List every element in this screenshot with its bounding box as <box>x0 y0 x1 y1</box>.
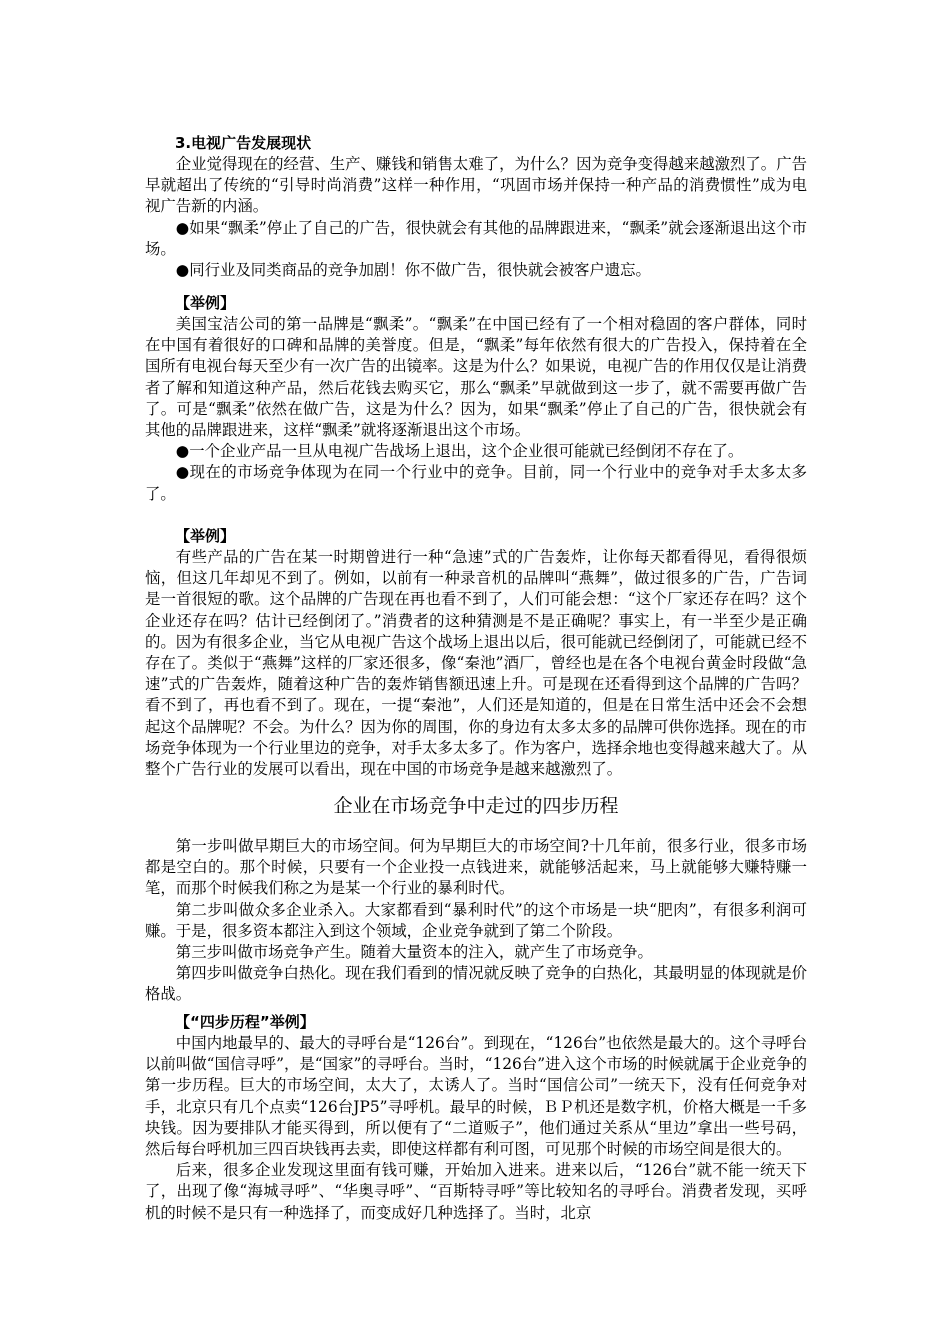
section-example-yanwu <box>145 526 807 780</box>
section-tv-ad-status <box>145 133 807 281</box>
section-heading: 【“四步历程”举例】 <box>175 1013 315 1031</box>
paragraph: 第一步叫做早期巨大的市场空间。何为早期巨大的市场空间?十几年前，很多行业，很多市场都是空白的。那个时候，只要有一个企业投一点钱进来，就能够活起来，马上就能够大赚特赚一笔，而那个时候我们称之为是某一个行业的暴利时代。 <box>145 837 807 898</box>
section-heading: 3.电视广告发展现状 <box>175 134 312 152</box>
bullet-paragraph: ●一个企业产品一旦从电视广告战场上退出，这个企业很可能就已经倒闭不存在了。 <box>175 442 744 461</box>
paragraph: 第三步叫做市场竞争产生。随着大量资本的注入，就产生了市场竞争。 <box>175 943 653 962</box>
paragraph: 企业觉得现在的经营、生产、赚钱和销售太难了，为什么？因为竞争变得越来越激烈了。广告早就超出了传统的“引导时尚消费”这样一种作用，“巩固市场并保持一种产品的消费惯性”成为电视广告新的内涵。 <box>145 155 807 216</box>
bullet-paragraph: ●同行业及同类商品的竞争加剧！你不做广告，很快就会被客户遗忘。 <box>175 261 651 280</box>
paragraph: 第二步叫做众多企业杀入。大家都看到“暴利时代”的这个市场是一块“肥肉”，有很多利润可赚。于是，很多资本都注入到这个领域，企业竞争就到了第二个阶段。 <box>145 900 807 940</box>
paragraph: 中国内地最早的、最大的寻呼台是“126台”。到现在，“126台”也依然是最大的。这个寻呼台以前叫做“国信寻呼”，是“国家”的寻呼台。当时，“126台”进入这个市场的时候就属于企业竞争的第一步历程。巨大的市场空间，太大了，太诱人了。当时“国信公司”一统天下，没有任何竞争对手，北京只有几个点卖“126台JP5”寻呼机。最早的时候，ＢＰ机还是数字机，价格大概是一千多块钱。因为要排队才能买得到，所以便有了“二道贩子”，他们通过关系从“里边”拿出一些号码，然后每台呼机加三四百块钱再去卖，即使这样都有利可图，可见那个时候的市场空间是很大的。 <box>145 1034 807 1159</box>
paragraph: 有些产品的广告在某一时期曾进行一种“急速”式的广告轰炸，让你每天都看得见，看得很烦恼，但这几年却见不到了。例如，以前有一种录音机的品牌叫“燕舞”，做过很多的广告，广告词是一首很短的歌。这个品牌的广告现在再也看不到了，人们可能会想：“这个厂家还存在吗？这个企业还存在吗？估计已经倒闭了。”消费者的这种猜测是不是正确呢？事实上，有一半至少是正确的。因为有很多企业，当它从电视广告这个战场上退出以后，很可能就已经倒闭了，可能就已经不存在了。类似于“燕舞”这样的厂家还很多，像“秦池”酒厂，曾经也是在各个电视台黄金时段做“急速”式的广告轰炸，随着这种广告的轰炸销售额迅速上升。可是现在还看得到这个品牌的广告吗？看不到了，再也看不到了。现在，一提“秦池”，人们还是知道的，但是在日常生活中还会不会想起这个品牌呢？不会。为什么？因为你的周围，你的身边有太多太多的品牌可供你选择。现在的市场竞争体现为一个行业里边的竞争，对手太多太多了。作为客户，选择余地也变得越来越大了。从整个广告行业的发展可以看出，现在中国的市场竞争是越来越激烈了。 <box>145 548 807 779</box>
paragraph: 美国宝洁公司的第一品牌是“飘柔”。“飘柔”在中国已经有了一个相对稳固的客户群体，同时在中国有着很好的口碑和品牌的美誉度。但是，“飘柔”每年依然有很大的广告投入，保持着在全国所有电视台每天至少有一次广告的出镜率。这是为什么？如果说，电视广告的作用仅仅是让消费者了解和知道这种产品，然后花钱去购买它，那么“飘柔”早就做到这一步了，就不需要再做广告了。可是“飘柔”依然在做广告，这是为什么？因为，如果“飘柔”停止了自己的广告，很快就会有其他的品牌跟进来，这样“飘柔”就将逐渐退出这个市场。 <box>145 315 807 440</box>
paragraph: 第四步叫做竞争白热化。现在我们看到的情况就反映了竞争的白热化，其最明显的体现就是价格战。 <box>145 964 807 1004</box>
paragraph: 后来，很多企业发现这里面有钱可赚，开始加入进来。进来以后，“126台”就不能一统天下了，出现了像“海城寻呼”、“华奥寻呼”、“百斯特寻呼”等比较知名的寻呼台。消费者发现，买呼机的时候不是只有一种选择了，而变成好几种选择了。当时，北京 <box>145 1161 807 1222</box>
section-heading: 【举例】 <box>175 294 236 312</box>
section-four-steps-example <box>145 1012 807 1224</box>
chapter-title: 企业在市场竞争中走过的四步历程 <box>333 795 619 817</box>
bullet-paragraph: ●现在的市场竞争体现为在同一个行业中的竞争。目前，同一个行业中的竞争对手太多太多了。 <box>145 463 807 503</box>
section-heading: 【举例】 <box>175 527 236 545</box>
bullet-paragraph: ●如果“飘柔”停止了自己的广告，很快就会有其他的品牌跟进来，“飘柔”就会逐渐退出这个市场。 <box>145 218 807 258</box>
section-example-rejoice <box>145 293 807 505</box>
section-four-steps <box>145 836 807 1006</box>
